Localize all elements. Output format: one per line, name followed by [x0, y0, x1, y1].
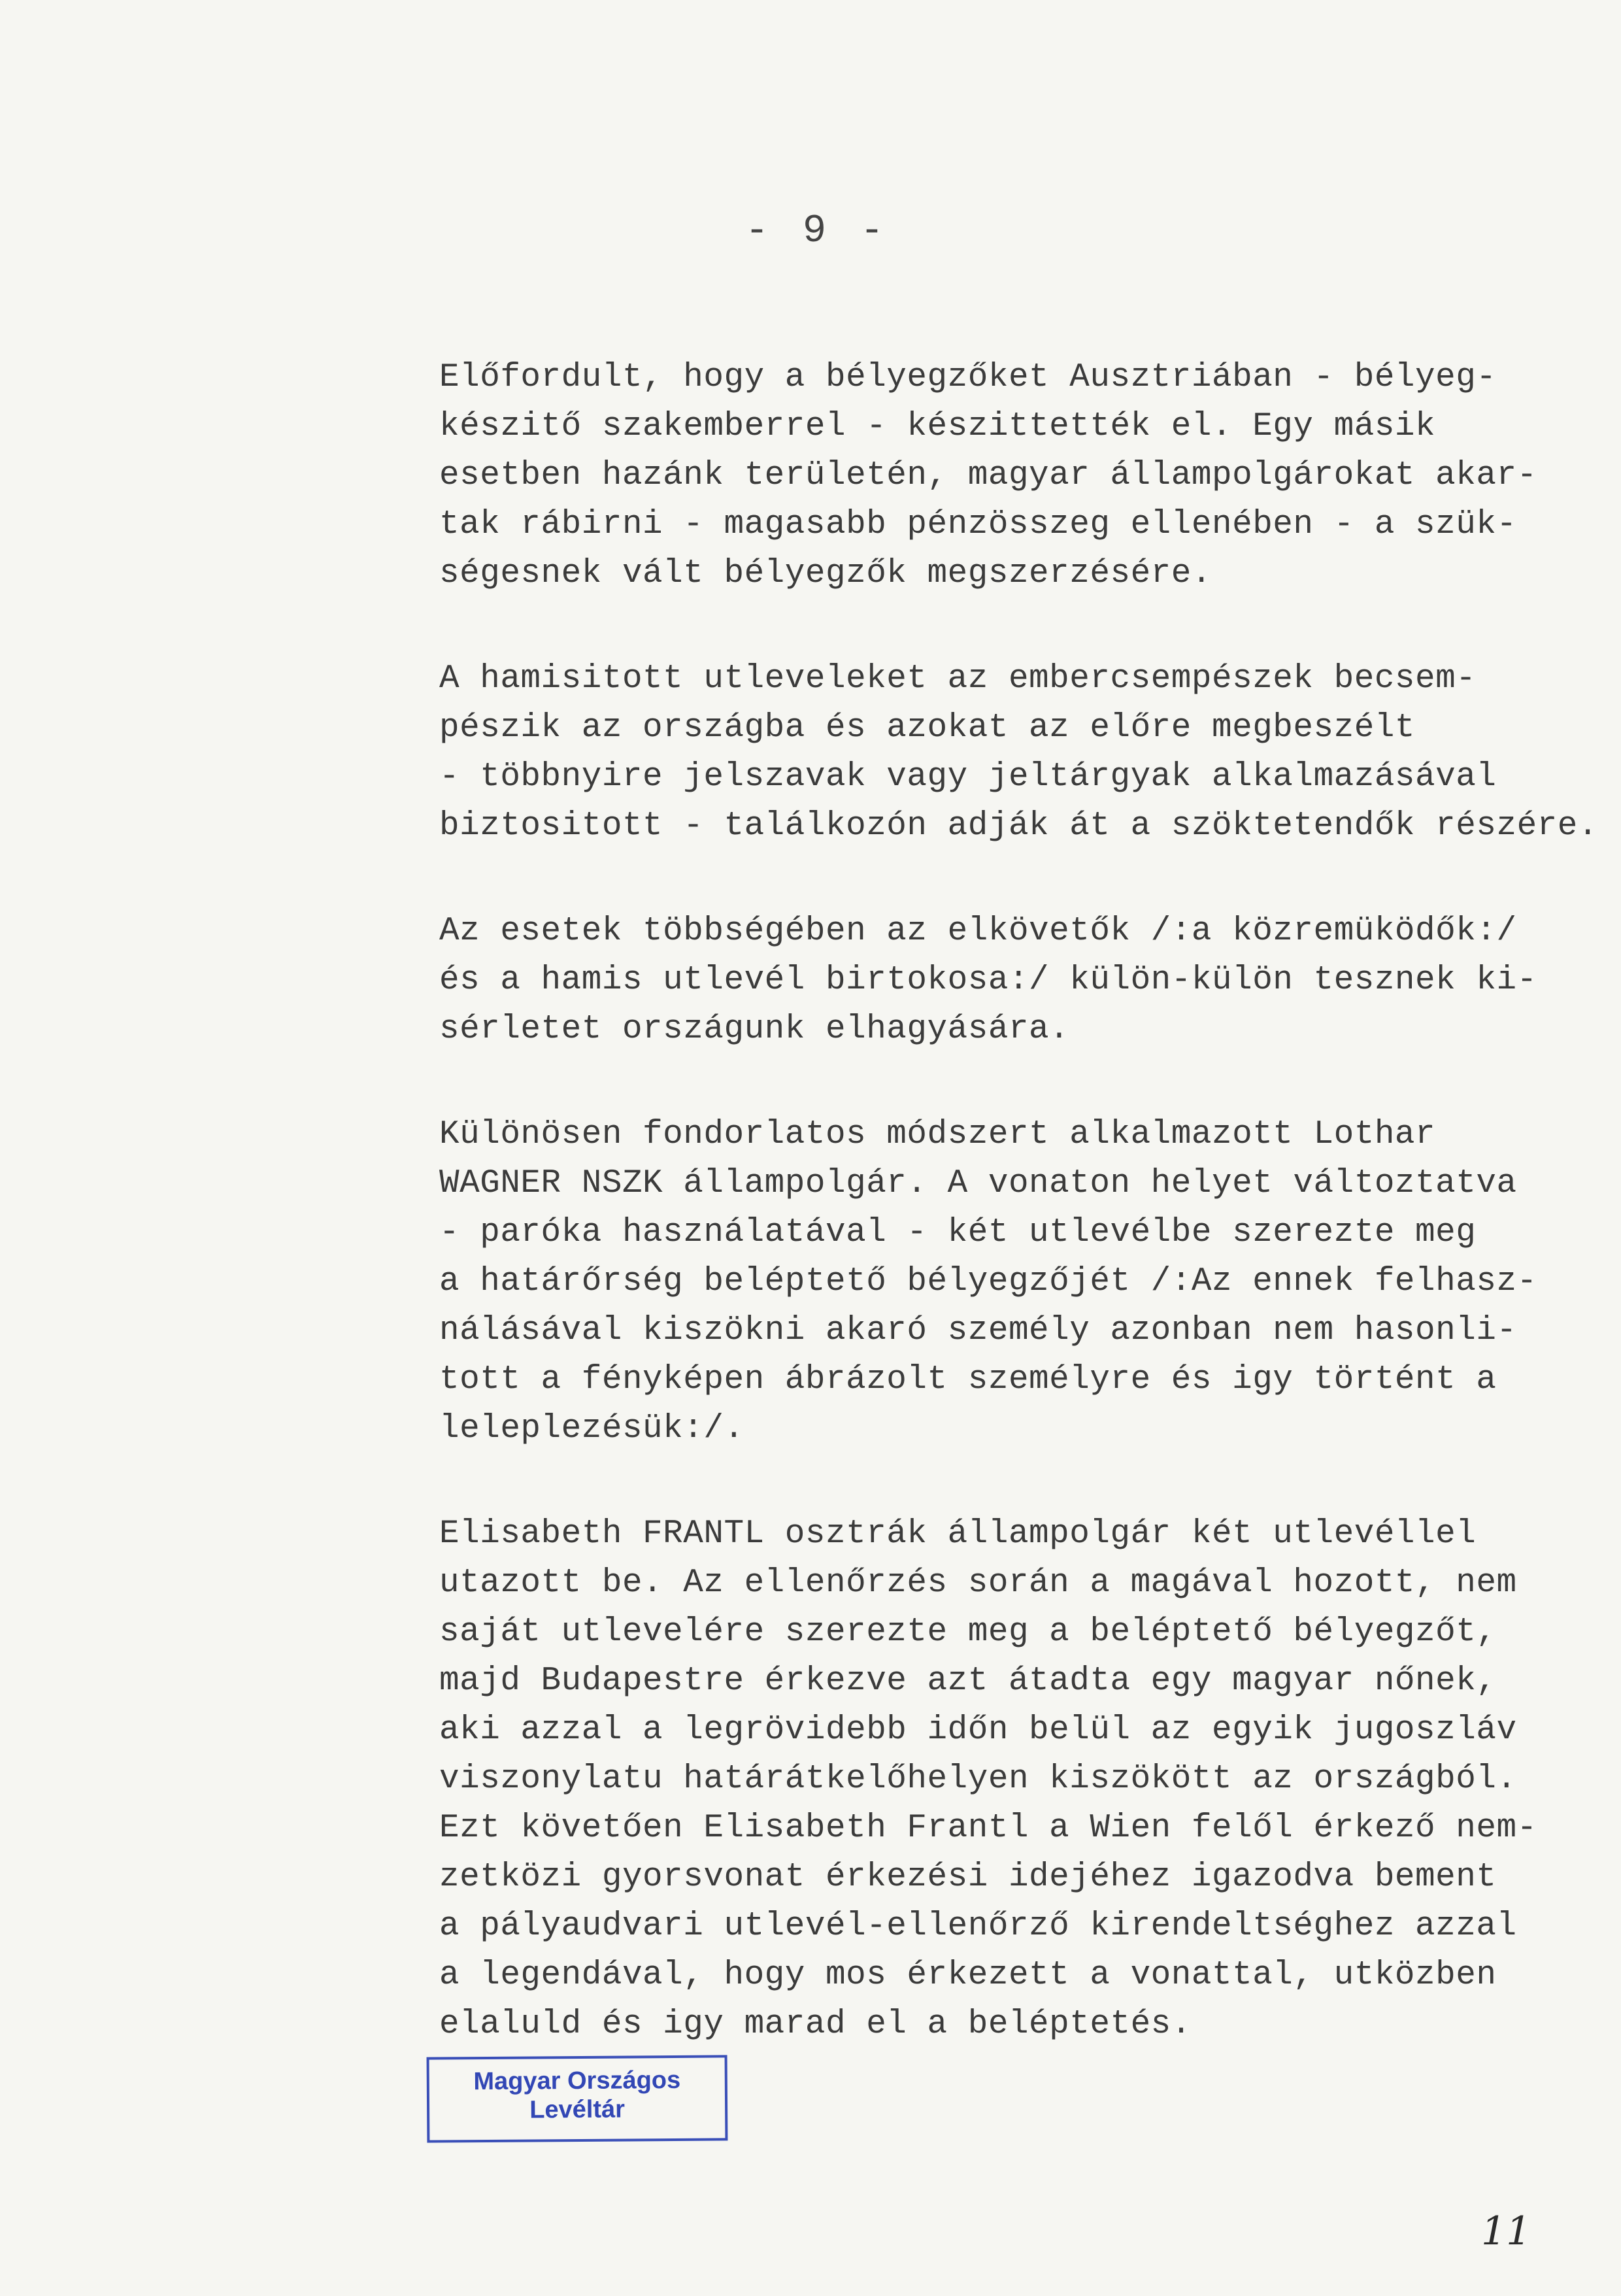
stamp-line-1: Magyar Országos	[473, 2066, 681, 2096]
text-line: és a hamis utlevél birtokosa:/ külön-külön tesznek ki-	[439, 962, 1537, 999]
text-line: ségesnek vált bélyegzők megszerzésére.	[439, 555, 1212, 592]
text-line: biztositott - találkozón adják át a szöktetendők részére.	[439, 807, 1598, 845]
text-line: WAGNER NSZK állampolgár. A vonaton helyet változtatva	[439, 1165, 1517, 1202]
text-line: utazott be. Az ellenőrzés során a magával hozott, nem	[439, 1564, 1517, 1602]
paragraph-3	[439, 907, 1590, 1054]
text-line: viszonylatu határátkelőhelyen kiszökött az országból.	[439, 1761, 1517, 1798]
text-line: majd Budapestre érkezve azt átadta egy magyar nőnek,	[439, 1663, 1497, 1700]
paragraph-1	[439, 353, 1590, 598]
text-line: aki azzal a legrövidebb időn belül az egyik jugoszláv	[439, 1712, 1517, 1749]
text-line: Különösen fondorlatos módszert alkalmazott Lothar	[439, 1116, 1436, 1153]
text-line: tott a fényképen ábrázolt személyre és igy történt a	[439, 1361, 1497, 1398]
text-line: Ezt követően Elisabeth Frantl a Wien felől érkező nem-	[439, 1810, 1537, 1847]
text-line: - paróka használatával - két utlevélbe szerezte meg	[439, 1214, 1477, 1251]
text-line: leleplezésük:/.	[439, 1410, 744, 1447]
text-line: nálásával kiszökni akaró személy azonban nem hasonli-	[439, 1312, 1517, 1349]
text-line: készitő szakemberrel - készittették el. Egy másik	[439, 408, 1436, 445]
text-line: tak rábirni - magasabb pénzösszeg ellenében - a szük-	[439, 506, 1517, 543]
text-line: pészik az országba és azokat az előre megbeszélt	[439, 709, 1416, 747]
text-line: saját utlevelére szerezte meg a beléptető bélyegzőt,	[439, 1613, 1497, 1651]
body-text	[439, 353, 1598, 2105]
text-line: zetközi gyorsvonat érkezési idejéhez igazodva bement	[439, 1859, 1497, 1896]
text-line: - többnyire jelszavak vagy jeltárgyak alkalmazásával	[439, 758, 1497, 796]
archive-stamp	[427, 2055, 728, 2142]
stamp-line-2: Levéltár	[529, 2095, 626, 2124]
text-line: a határőrség beléptető bélyegzőjét /:Az ennek felhasz-	[439, 1263, 1537, 1300]
text-line: A hamisitott utleveleket az embercsempészek becsem-	[439, 660, 1477, 698]
text-line: elaluld és igy marad el a beléptetés.	[439, 2006, 1192, 2043]
text-line: Előfordult, hogy a bélyegzőket Ausztriában - bélyeg-	[439, 359, 1497, 396]
paragraph-4	[439, 1110, 1590, 1453]
text-line: a pályaudvari utlevél-ellenőrző kirendeltséghez azzal	[439, 1908, 1517, 1945]
text-line: Az esetek többségében az elkövetők /:a közremüködők:/	[439, 913, 1517, 950]
text-line: Elisabeth FRANTL osztrák állampolgár két utlevéllel	[439, 1515, 1477, 1553]
page-number: - 9 -	[745, 209, 890, 254]
paragraph-2	[439, 654, 1598, 851]
folio-number: 11	[1481, 2208, 1531, 2254]
paragraph-5	[439, 1510, 1590, 2049]
text-line: esetben hazánk területén, magyar állampolgárokat akar-	[439, 457, 1537, 494]
text-line: sérletet országunk elhagyására.	[439, 1011, 1070, 1048]
text-line: a legendával, hogy mos érkezett a vonattal, utközben	[439, 1957, 1497, 1994]
